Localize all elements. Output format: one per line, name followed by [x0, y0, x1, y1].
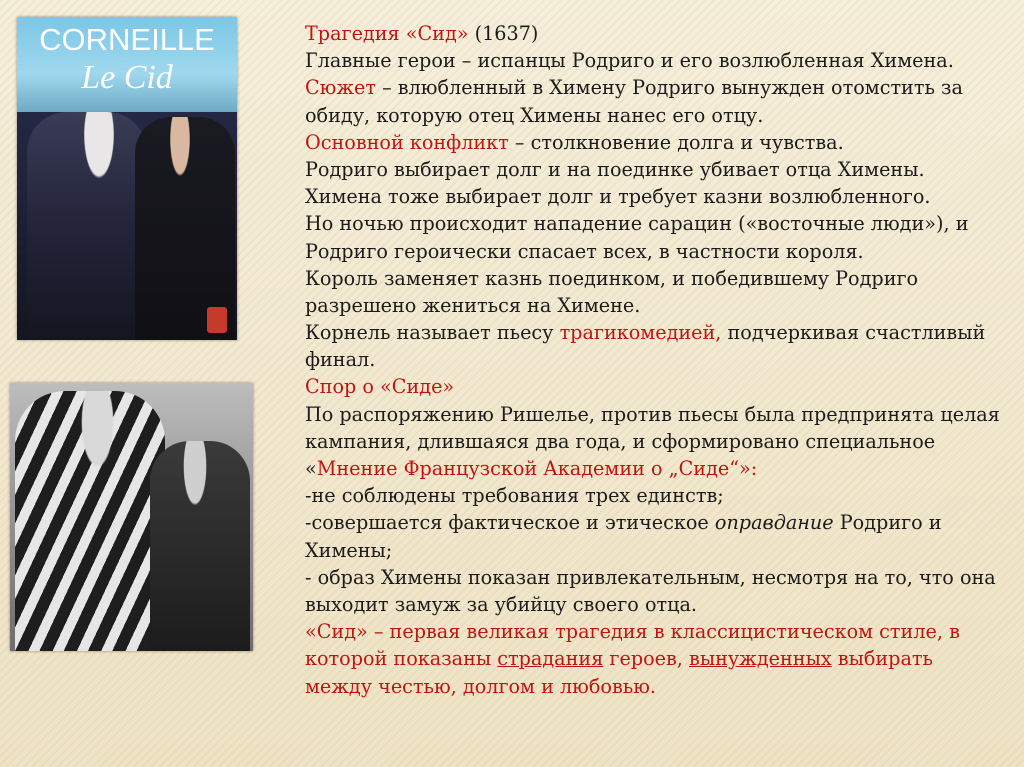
text-line	[305, 156, 1010, 183]
text-segment: выходит замуж за убийцу своего отца.	[305, 592, 697, 616]
text-segment: -совершается фактическое и этическое	[305, 511, 715, 535]
text-line	[305, 183, 1010, 210]
text-segment: Главные герои – испанцы Родриго и его возлюбленная Химена.	[305, 49, 954, 73]
text-line	[305, 482, 1010, 509]
text-line	[305, 129, 1010, 156]
text-line	[305, 618, 1010, 645]
text-line	[305, 564, 1010, 591]
text-segment: которой показаны	[305, 647, 498, 671]
text-line	[305, 373, 1010, 400]
book-cover-photo	[17, 17, 237, 340]
text-line	[305, 346, 1010, 373]
text-segment: вынужденных	[689, 647, 832, 671]
slide-text	[305, 20, 1010, 700]
text-segment: Трагедия «Сид»	[305, 22, 469, 45]
text-line	[305, 537, 1010, 564]
text-segment: финал.	[305, 348, 376, 372]
text-segment: Родриго и	[833, 511, 942, 535]
chimene-figure	[150, 441, 250, 651]
text-line	[305, 47, 1010, 74]
text-line	[305, 210, 1010, 237]
text-segment: – влюбленный в Химену Родриго вынужден отомстить за	[376, 76, 963, 100]
rodrigo-figure	[15, 391, 165, 651]
text-segment: Спор о «Сиде»	[305, 375, 455, 399]
text-segment: разрешено жениться на Химене.	[305, 293, 641, 317]
text-segment: Корнель называет пьесу	[305, 321, 560, 345]
text-line	[305, 645, 1010, 672]
text-segment: «	[305, 457, 317, 480]
text-segment: между честью, долгом и любовью.	[305, 674, 657, 698]
publisher-logo	[207, 307, 227, 333]
text-segment: -не соблюдены требования трех единств;	[305, 484, 724, 508]
text-segment: кампания, длившаяся два года, и сформировано специальное	[305, 429, 936, 453]
text-segment: «Сид» – первая великая трагедия в классицистическом стиле, в	[305, 620, 960, 644]
film-still-photo	[10, 383, 253, 651]
text-line	[305, 319, 1010, 346]
text-line	[305, 673, 1010, 700]
text-line	[305, 20, 1010, 47]
text-line	[305, 509, 1010, 536]
text-segment: По распоряжению Ришелье, против пьесы была предпринята целая	[305, 402, 1000, 426]
text-line	[305, 455, 1010, 482]
text-segment: Король заменяет казнь поединком, и победившему Родриго	[305, 266, 919, 290]
text-segment: Родриго выбирает долг и на поединке убивает отца Химены.	[305, 157, 925, 181]
text-line	[305, 292, 1010, 319]
text-segment: страдания	[497, 647, 604, 671]
text-segment: трагикомедией,	[559, 321, 722, 345]
text-segment: выбирать	[831, 647, 933, 671]
text-segment: обиду, которую отец Химены нанес его отцу.	[305, 103, 764, 127]
old-man-figure	[27, 112, 147, 340]
text-segment: Но ночью происходит нападение сарацин («восточные люди»), и	[305, 212, 969, 236]
text-segment: Сюжет	[305, 76, 377, 100]
text-line	[305, 74, 1010, 101]
text-line	[305, 265, 1010, 292]
text-segment: подчеркивая счастливый	[721, 321, 986, 345]
text-segment: героев,	[603, 647, 690, 671]
text-segment: - образ Химены показан привлекательным, несмотря на то, что она	[305, 565, 996, 589]
cover-title: Le Cid	[81, 59, 173, 96]
cover-author: CORNEILLE	[39, 22, 215, 57]
text-line	[305, 102, 1010, 129]
text-line	[305, 238, 1010, 265]
text-segment: Химены;	[305, 538, 393, 562]
text-line	[305, 428, 1010, 455]
text-segment: оправдание	[714, 511, 834, 535]
text-line	[305, 591, 1010, 618]
text-segment: – столкновение долга и чувства.	[508, 130, 844, 154]
text-segment: Основной конфликт	[305, 130, 509, 154]
text-segment: Родриго героически спасает всех, в частности короля.	[305, 239, 864, 263]
text-segment: (1637)	[468, 22, 539, 45]
text-segment: Химена тоже выбирает долг и требует казни возлюбленного.	[305, 185, 931, 209]
text-line	[305, 401, 1010, 428]
text-segment: Мнение Французской Академии о „Сиде“»:	[316, 457, 758, 480]
